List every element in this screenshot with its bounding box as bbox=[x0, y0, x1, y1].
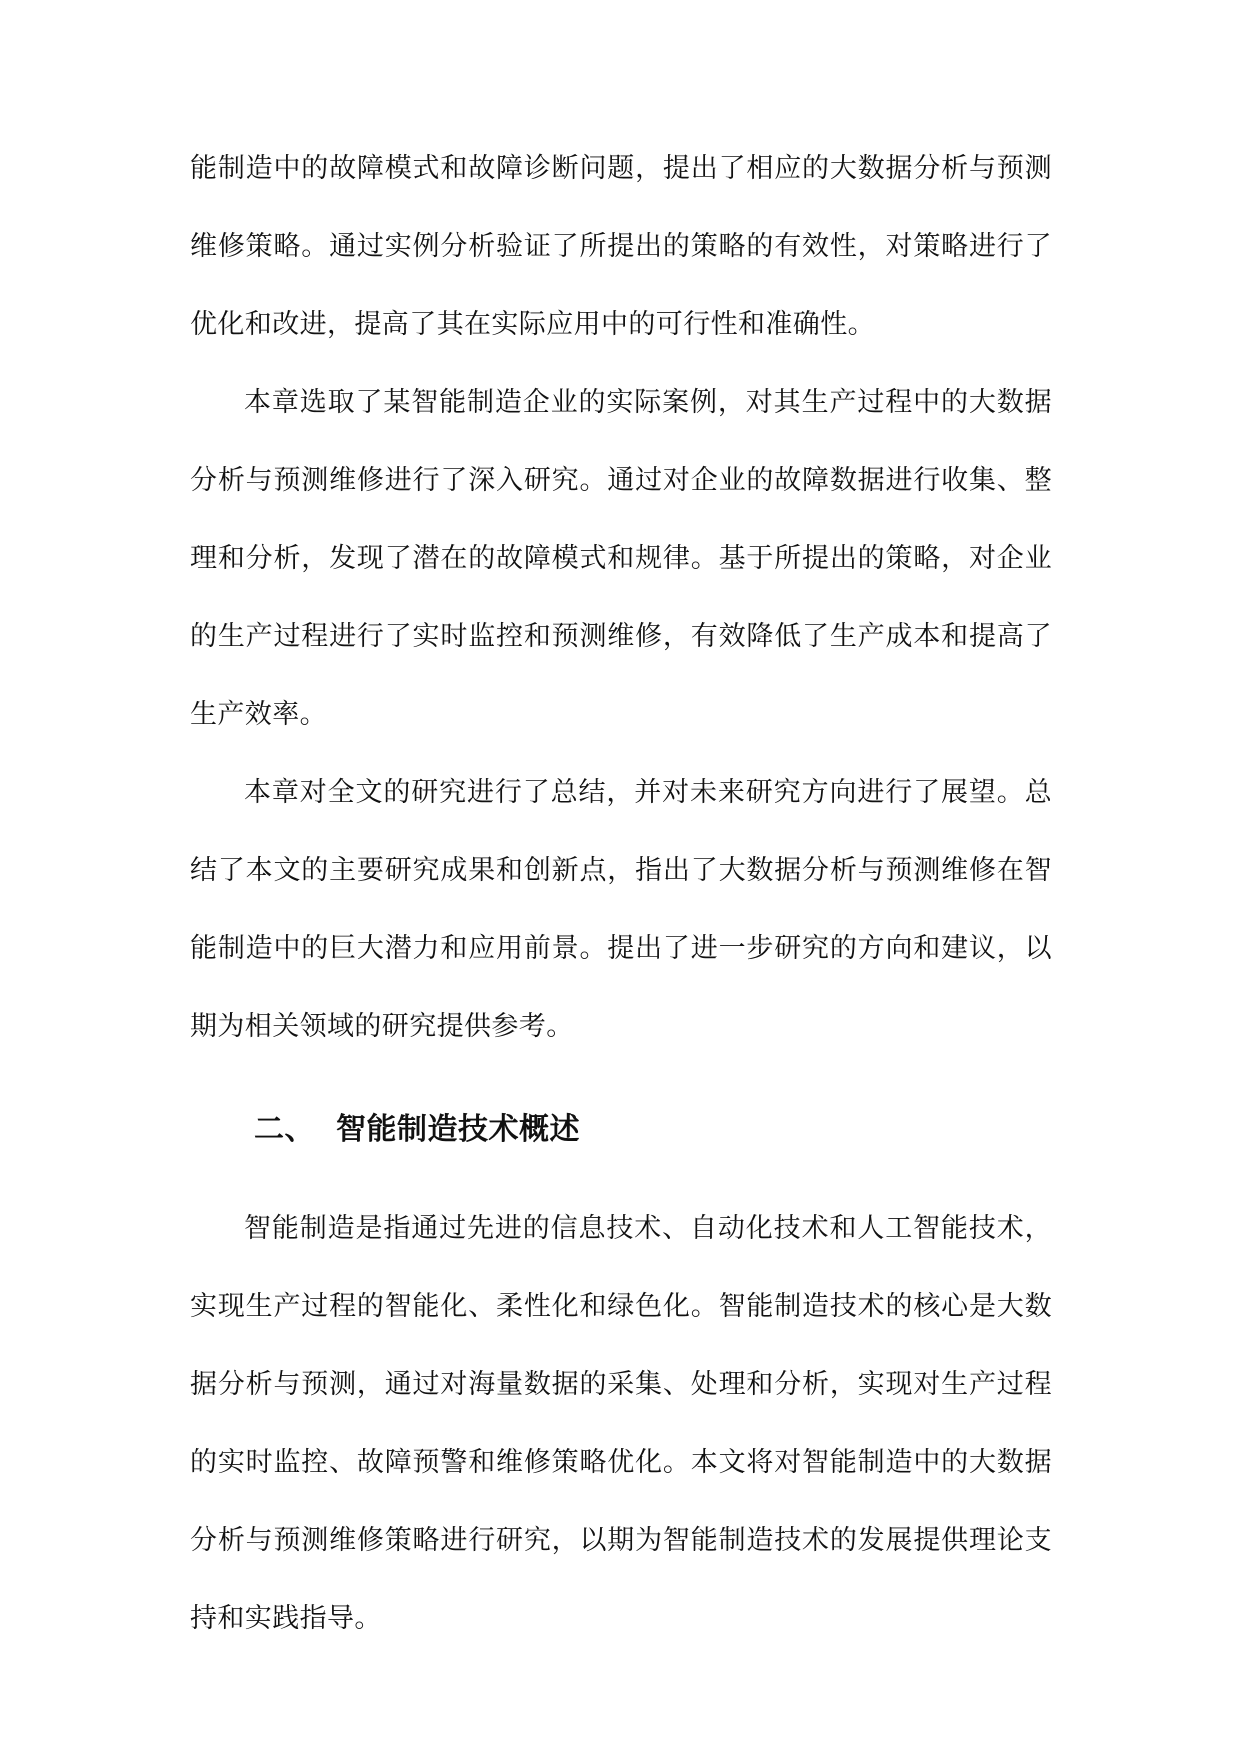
paragraph-summary: 本章对全文的研究进行了总结，并对未来研究方向进行了展望。总结了本文的主要研究成果和创新点，指出了大数据分析与预测维修在智能制造中的巨大潜力和应用前景。提出了进一步研究的方向和建议，以期为相关领域的研究提供参考。 bbox=[190, 777, 1052, 1042]
paragraph-intelligent-manufacturing: 智能制造是指通过先进的信息技术、自动化技术和人工智能技术，实现生产过程的智能化、柔性化和绿色化。智能制造技术的核心是大数据分析与预测，通过对海量数据的采集、处理和分析，实现对生产过程的实时监控、故障预警和维修策略优化。本文将对智能制造中的大数据分析与预测维修策略进行研究，以期为智能制造技术的发展提供理论支持和实践指导。 bbox=[190, 1213, 1052, 1634]
section-heading bbox=[190, 1078, 1052, 1182]
paragraph-case-study: 本章选取了某智能制造企业的实际案例，对其生产过程中的大数据分析与预测维修进行了深入研究。通过对企业的故障数据进行收集、整理和分析，发现了潜在的故障模式和规律。基于所提出的策略，对企业的生产过程进行了实时监控和预测维修，有效降低了生产成本和提高了生产效率。 bbox=[190, 387, 1052, 730]
section-title: 智能制造技术概述 bbox=[336, 1112, 580, 1147]
paragraph-fault-diagnosis: 能制造中的故障模式和故障诊断问题，提出了相应的大数据分析与预测维修策略。通过实例分析验证了所提出的策略的有效性，对策略进行了优化和改进，提高了其在实际应用中的可行性和准确性。 bbox=[190, 153, 1052, 340]
document-body bbox=[190, 130, 1052, 1658]
section-number: 二、 bbox=[254, 1112, 315, 1147]
